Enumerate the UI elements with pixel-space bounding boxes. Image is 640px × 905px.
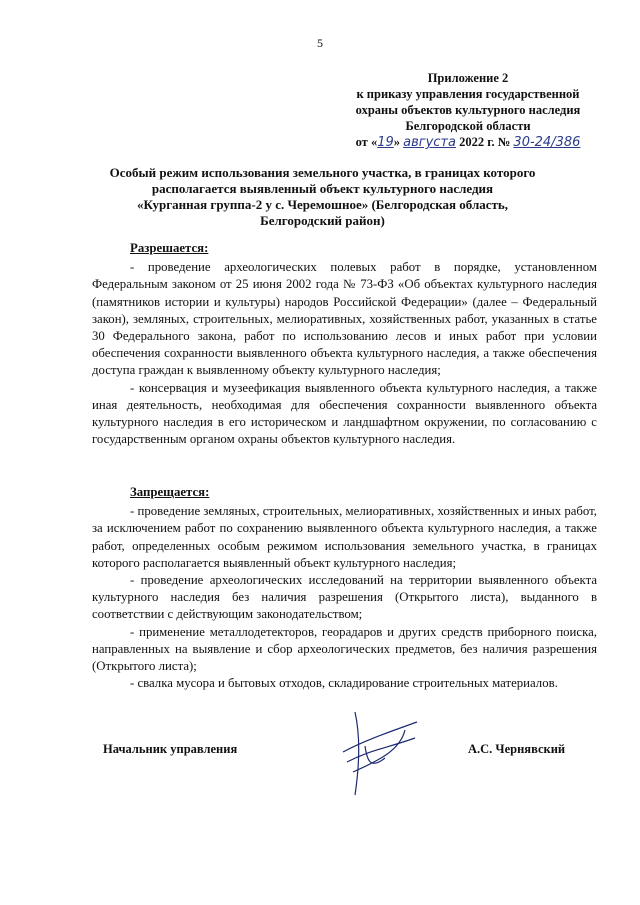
allowed-section bbox=[92, 240, 597, 448]
date-month-handwritten: августа bbox=[403, 135, 456, 150]
date-year: 2022 г. № bbox=[459, 135, 511, 149]
title-line-2: располагается выявленный объект культурного наследия bbox=[151, 181, 494, 196]
forbidden-item: - применение металлодетекторов, георадаров и других средств приборного поиска, направленных на выявление и сбор археологических предметов, без наличия разрешения (Открытого листа); bbox=[92, 624, 597, 674]
appendix-line-1: Приложение 2 bbox=[427, 71, 509, 85]
date-mid: » bbox=[393, 135, 400, 149]
title-line-4: Белгородский район) bbox=[260, 213, 385, 228]
forbidden-item: - проведение археологических исследований на территории выявленного объекта культурного наследия без наличия разрешения (Открытого листа), выданного в соответствии с действующим законодательством; bbox=[92, 573, 597, 622]
forbidden-section bbox=[92, 484, 597, 692]
appendix-line-3: охраны объектов культурного наследия bbox=[355, 103, 581, 117]
page-number: 5 bbox=[317, 36, 323, 50]
order-date-line bbox=[318, 134, 618, 151]
allowed-item: - проведение археологических полевых работ в порядке, установленном Федеральным законом от 25 июня 2002 года № 73-ФЗ «Об объектах культурного наследия (памятников истории и культуры) народов Российской Федерации» (далее – Федеральный закон), земляных, строительных, мелиоративных, хозяйственных работ, указанных в статье 30 Федерального закона, работ по использованию лесов и иных работ при условии обеспечения сохранности выявленного объекта культурного наследия, а также обеспечения доступа граждан к выявленному объекту культурного наследия; bbox=[92, 260, 597, 378]
signatory-name: А.С. Чернявский bbox=[468, 742, 566, 756]
forbidden-heading: Запрещается: bbox=[130, 485, 210, 499]
appendix-line-2: к приказу управления государственной bbox=[356, 87, 580, 101]
allowed-heading: Разрешается: bbox=[130, 241, 209, 255]
appendix-header bbox=[318, 70, 618, 151]
appendix-line-4: Белгородской области bbox=[405, 119, 531, 133]
allowed-item: - консервация и музеефикация выявленного объекта культурного наследия, а также иная деятельность, необходимая для обеспечения сохранности выявленного объекта культурного наследия в его историческом и ландшафтном окружении, по согласованию с государственным органом охраны объектов культурного наследия. bbox=[92, 380, 597, 447]
signatory-position: Начальник управления bbox=[103, 742, 238, 756]
title-line-1: Особый режим использования земельного участка, в границах которого bbox=[109, 165, 536, 180]
date-prefix: от « bbox=[355, 135, 378, 149]
forbidden-item: - свалка мусора и бытовых отходов, складирование строительных материалов. bbox=[130, 676, 558, 691]
handwritten-signature bbox=[325, 700, 435, 810]
document-title bbox=[95, 165, 550, 229]
order-number-handwritten: 30-24/386 bbox=[513, 135, 581, 150]
title-line-3: «Курганная группа-2 у с. Черемошное» (Белгородская область, bbox=[136, 197, 509, 212]
forbidden-item: - проведение земляных, строительных, мелиоративных, хозяйственных и иных работ, за исключением работ по сохранению выявленного объекта культурного наследия, а также работ, определенных особым режимом использования земельного участка, в границах которого располагается выявленный объект культурного наследия; bbox=[92, 504, 597, 570]
date-day-handwritten: 19 bbox=[377, 135, 394, 150]
